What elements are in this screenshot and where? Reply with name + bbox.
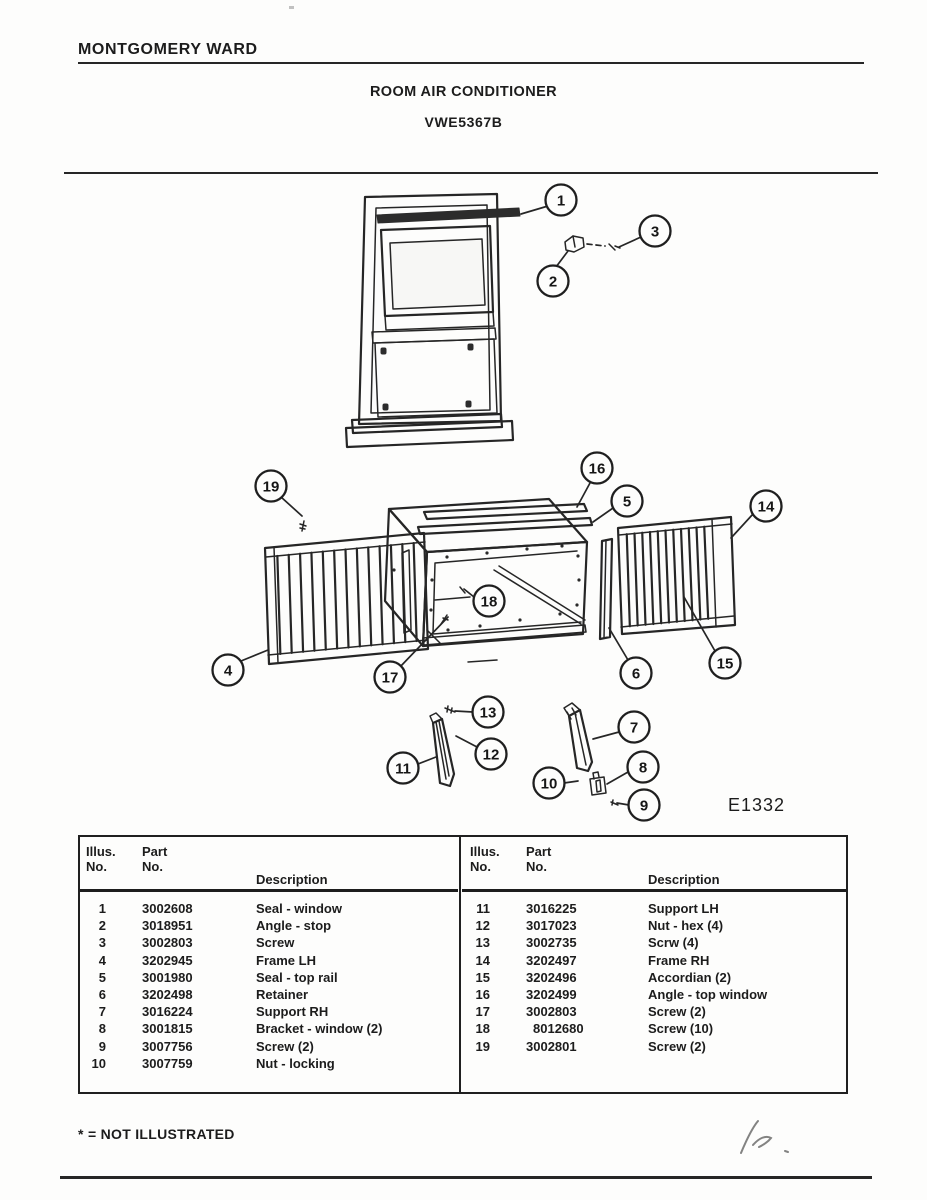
- cell-part: 3202497: [526, 952, 577, 968]
- cell-illus: 1: [98, 901, 106, 916]
- svg-text:9: 9: [639, 797, 649, 815]
- cell-desc: Screw (2): [648, 1038, 706, 1054]
- svg-text:5: 5: [622, 493, 632, 511]
- parts-table-left: [80, 837, 458, 1092]
- cell-desc: Bracket - window (2): [256, 1021, 383, 1037]
- cell-illus: 19: [475, 1038, 490, 1054]
- table-row: [470, 969, 846, 986]
- cell-desc: Support RH: [256, 1004, 329, 1020]
- leader-line: [281, 497, 302, 516]
- callout-3: [640, 216, 671, 247]
- svg-text:15: 15: [716, 655, 734, 673]
- diagram-code: E1332: [728, 795, 786, 815]
- accordion-slat: [658, 531, 661, 623]
- cell-part: 3017023: [526, 918, 577, 934]
- cell-illus: 2: [98, 918, 106, 934]
- cell-part: 3202499: [526, 987, 577, 1003]
- callout-10: [534, 768, 565, 799]
- model-number: VWE5367B: [424, 114, 503, 130]
- cell-illus: 10: [91, 1055, 106, 1071]
- callout-8: [628, 752, 659, 783]
- svg-text:2: 2: [548, 273, 558, 291]
- callout-4: [213, 655, 244, 686]
- cell-illus: 14: [475, 952, 490, 968]
- cell-illus: 13: [475, 935, 490, 951]
- cell-part: 3002608: [142, 901, 193, 916]
- handwritten-mark: [723, 1113, 813, 1163]
- cell-desc: Nut - hex (4): [648, 918, 724, 934]
- cell-desc: Retainer: [256, 987, 309, 1003]
- cell-desc: Screw (2): [648, 1004, 706, 1020]
- cell-part: 3018951: [142, 918, 193, 934]
- callout-2: [538, 266, 569, 297]
- leader-line: [564, 781, 578, 783]
- svg-text:14: 14: [757, 498, 775, 516]
- cell-illus: 18: [475, 1021, 490, 1037]
- cell-desc: Scrw (4): [648, 935, 699, 951]
- cell-desc: Angle - stop: [256, 918, 332, 934]
- support-rh-sketch: [564, 703, 592, 771]
- accordion-slat: [681, 529, 685, 621]
- header-illus: Illus. No.: [86, 844, 116, 874]
- leader-line: [418, 757, 436, 764]
- accordion-slat: [673, 530, 677, 622]
- header-part: Part No.: [142, 844, 168, 874]
- leader-line: [593, 732, 619, 739]
- cell-illus: 7: [98, 1004, 106, 1020]
- cell-illus: 15: [475, 969, 490, 985]
- header-description: Description: [256, 872, 328, 887]
- accordion-slat: [323, 552, 326, 650]
- parts-table-right: [462, 837, 846, 1092]
- cell-illus: 8: [98, 1021, 106, 1037]
- cell-part: 3007759: [142, 1055, 193, 1071]
- cell-part: 3001980: [142, 969, 193, 985]
- cell-illus: 5: [98, 969, 106, 985]
- accordion-slat: [311, 553, 314, 651]
- table-row: [86, 917, 458, 934]
- svg-text:4: 4: [223, 662, 233, 680]
- cell-part: 3007756: [142, 1038, 193, 1054]
- cell-illus: 4: [98, 952, 106, 968]
- screw-19-sketch: [300, 515, 307, 531]
- scan-artifact: [289, 6, 294, 9]
- cell-part: 3016225: [526, 901, 577, 916]
- brand-underline: [78, 62, 864, 64]
- callout-16: [582, 453, 613, 484]
- support-lh-sketch: [430, 704, 456, 786]
- table-row: [86, 1055, 458, 1072]
- table-row: [86, 934, 458, 951]
- callout-13: [473, 697, 504, 728]
- table-row: [86, 1003, 458, 1020]
- accordion-slat: [697, 528, 701, 620]
- cell-desc: Screw (2): [256, 1038, 314, 1054]
- callout-6: [621, 658, 652, 689]
- callout-11: [388, 753, 419, 784]
- accordion-slat: [414, 543, 417, 641]
- footnote: * = NOT ILLUSTRATED: [78, 1126, 235, 1142]
- table-header: [80, 837, 458, 892]
- header-illus: Illus. No.: [470, 844, 500, 874]
- leader-line: [456, 736, 477, 747]
- cell-illus: 9: [98, 1038, 106, 1054]
- accordion-slat: [666, 531, 670, 623]
- table-column-divider: [459, 837, 461, 1092]
- header-part: Part No.: [526, 844, 552, 874]
- accordion-slat: [334, 551, 337, 649]
- accordion-slat: [650, 532, 653, 624]
- bottom-rule: [60, 1176, 872, 1179]
- accordion-slat: [368, 547, 371, 645]
- accordion-slat: [380, 546, 383, 644]
- accordion-slat: [289, 555, 292, 653]
- exploded-diagram: [0, 175, 927, 835]
- accordion-slat: [627, 534, 630, 626]
- leader-line: [607, 772, 628, 784]
- table-row: [470, 952, 846, 969]
- cell-part: 3002803: [142, 935, 193, 951]
- parts-table: [78, 835, 848, 1094]
- callout-17: [375, 662, 406, 693]
- svg-text:10: 10: [540, 775, 558, 793]
- cell-part: 3202945: [142, 952, 193, 968]
- table-row: [470, 986, 846, 1003]
- cell-desc: Nut - locking: [256, 1055, 335, 1071]
- brand-header: MONTGOMERY WARD: [78, 41, 258, 58]
- svg-text:18: 18: [480, 593, 498, 611]
- callout-9: [629, 790, 660, 821]
- header-description: Description: [648, 872, 720, 887]
- table-row: [86, 986, 458, 1003]
- table-row: [86, 1020, 458, 1037]
- cell-part: 3016224: [142, 1004, 193, 1020]
- leader-line: [731, 514, 753, 538]
- cell-desc: Accordian (2): [648, 969, 732, 985]
- svg-text:13: 13: [479, 704, 497, 722]
- leader-line: [619, 237, 641, 247]
- svg-text:16: 16: [588, 460, 606, 478]
- cell-desc: Frame LH: [256, 952, 316, 968]
- leader-line: [617, 803, 629, 805]
- svg-text:11: 11: [395, 760, 411, 778]
- accordion-slat: [642, 533, 645, 625]
- accordion-slat: [391, 545, 394, 643]
- cell-part: 3002735: [526, 935, 577, 951]
- svg-text:6: 6: [631, 665, 641, 683]
- accordion-slat: [704, 527, 708, 619]
- table-rows-right: [462, 892, 846, 1055]
- window-bracket-sketch: [578, 772, 618, 805]
- angle-stop-sketch: [565, 236, 620, 252]
- callout-1: [546, 185, 577, 216]
- accordion-panel-right-sketch: [618, 517, 735, 634]
- cell-part: 8012680: [533, 1021, 584, 1037]
- table-row: [470, 917, 846, 934]
- table-row: [86, 1038, 458, 1055]
- leader-line: [593, 508, 613, 522]
- table-row: [470, 900, 846, 917]
- leader-line: [455, 711, 473, 712]
- leader-line: [241, 650, 268, 661]
- table-row: [86, 969, 458, 986]
- cell-desc: Seal - window: [256, 901, 342, 916]
- cell-illus: 16: [475, 987, 490, 1003]
- accordion-slat: [357, 548, 360, 646]
- accordion-slat: [346, 550, 349, 648]
- accordion-slat: [300, 554, 303, 652]
- table-row: [86, 952, 458, 969]
- leader-line: [521, 206, 548, 214]
- callout-7: [619, 712, 650, 743]
- table-rows-left: [80, 892, 458, 1072]
- table-row: [470, 1020, 846, 1037]
- callout-14: [751, 491, 782, 522]
- cell-illus: 6: [98, 987, 106, 1003]
- cell-desc: Screw: [256, 935, 295, 951]
- cell-illus: 12: [475, 918, 490, 934]
- cell-illus: 3: [98, 935, 106, 951]
- retainer-sketch: [600, 539, 612, 639]
- callout-5: [612, 486, 643, 517]
- leader-line: [556, 251, 568, 267]
- cell-desc: Support LH: [648, 901, 719, 916]
- table-row: [470, 934, 846, 951]
- cell-desc: Frame RH: [648, 952, 710, 968]
- svg-text:3: 3: [650, 223, 660, 241]
- cell-desc: Screw (10): [648, 1021, 714, 1037]
- cell-part: 3002801: [526, 1038, 577, 1054]
- callout-19: [256, 471, 287, 502]
- seal-top-rail-part: [418, 518, 592, 534]
- page-title: ROOM AIR CONDITIONER: [369, 84, 558, 100]
- accordion-slat: [402, 544, 405, 642]
- cell-part: 3202496: [526, 969, 577, 985]
- cell-desc: Seal - top rail: [256, 969, 338, 985]
- window-sketch: [346, 194, 520, 447]
- table-row: [470, 1038, 846, 1055]
- accordion-panel-left-sketch: [265, 533, 428, 664]
- table-header: [462, 837, 846, 892]
- cell-part: 3001815: [142, 1021, 193, 1037]
- cell-desc: Angle - top window: [648, 987, 768, 1003]
- callout-15: [710, 648, 741, 679]
- svg-text:1: 1: [556, 192, 566, 210]
- cell-part: 3002803: [526, 1004, 577, 1020]
- cell-illus: 17: [475, 1004, 490, 1020]
- svg-text:12: 12: [482, 746, 500, 764]
- table-row: [86, 900, 458, 917]
- accordion-slat: [635, 534, 638, 626]
- cell-part: 3202498: [142, 987, 193, 1003]
- cell-illus: 11: [476, 901, 490, 916]
- table-row: [470, 1003, 846, 1020]
- callout-12: [476, 739, 507, 770]
- svg-text:17: 17: [381, 669, 399, 687]
- callout-18: [474, 586, 505, 617]
- svg-text:7: 7: [629, 719, 639, 737]
- svg-text:8: 8: [638, 759, 648, 777]
- title-divider: [64, 172, 878, 174]
- svg-text:19: 19: [262, 478, 280, 496]
